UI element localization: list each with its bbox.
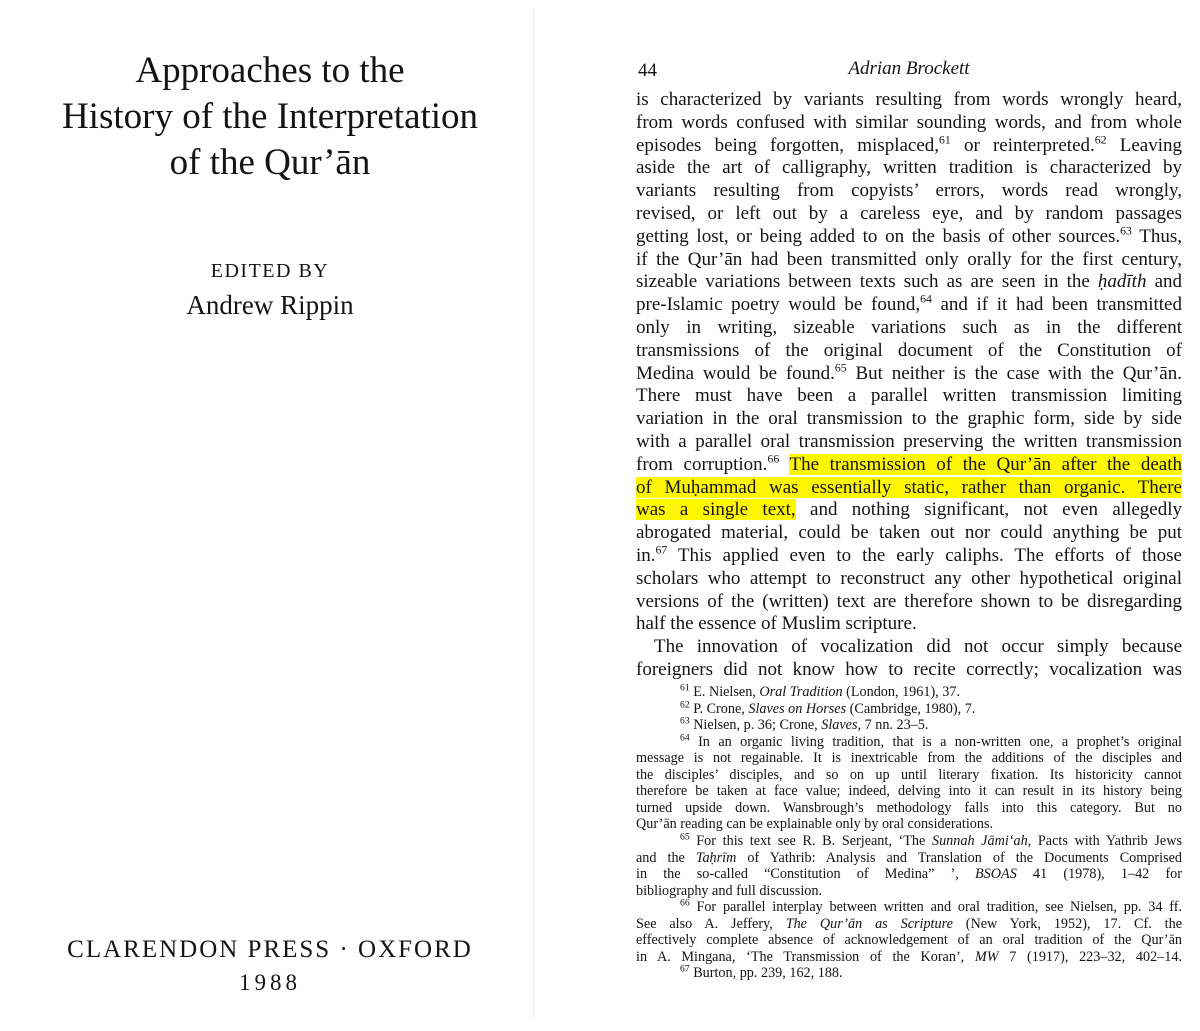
body-line [636,270,1182,294]
footnote-line [636,932,1182,948]
text-run: therefore be taken at face value; indeed, delving into it can result in its history being [636,783,1182,800]
text-run: Slaves [821,717,858,734]
text-run: , Pacts with Yathrib Jews [1027,832,1182,849]
text-run: message is not regainable. It is inextricable from the additions of the disciples and [636,750,1182,767]
text-run: is characterized by variants resulting from words wrongly heard, [636,89,1182,110]
book-title [10,48,530,186]
text-run: from words confused with similar sounding words, and from whole [636,111,1182,133]
text-run [779,454,789,475]
text-run: the disciples’ disciples, and so on up until literary fixation. Its historicity cannot [636,766,1182,783]
text-run: The Qur’ān as Scripture [785,915,953,932]
body-line [636,134,1182,158]
body-line [636,567,1182,591]
book-title-line: Approaches to the [135,50,405,91]
text-run: Nielsen, p. 36; Crone, [689,717,822,734]
text-run: In an organic living tradition, that is a non-written one, a prophet’s original [689,733,1182,750]
body-line [636,384,1182,408]
edited-by-label: EDITED BY [210,260,330,282]
text-run: This applied even to the early caliphs. The efforts of those [667,545,1182,566]
body-line [636,590,1182,614]
footnote-ref: 61 [939,133,951,147]
body-line [636,225,1182,249]
publication-year: 1988 [239,970,301,995]
text-run: pre-Islamic poetry would be found, [636,294,921,316]
footnote-number: 63 [680,715,690,727]
body-line [636,544,1182,568]
footnote-line [636,698,1182,717]
text-run: with a parallel oral transmission preserving the written transmission [636,431,1182,452]
editor-name: Andrew Rippin [186,290,354,320]
footnote-line [636,684,1182,700]
text-run: foreigners did not know how to recite correctly; vocalization was [636,659,1182,680]
text-run: Burton, pp. 239, 162, 188. [689,965,843,982]
text-run: in A. Mingana, ‘The Transmission of the Koran’, [636,948,975,965]
text-run: sizeable variations between texts such as are seen in the [636,271,1098,293]
text-run: There must have been a parallel written transmission limiting [636,385,1182,407]
text-run: For parallel interplay between written and oral tradition, see Nielsen, pp. 34 ff. [689,899,1182,916]
text-run: 7 (1917), 223–32, 402–14. [998,948,1182,965]
text-run: scholars who attempt to reconstruct any other hypothetical original [636,567,1182,589]
text-run: ḥadīth [1097,271,1147,293]
footnote-line [636,965,1182,981]
text-run: (New York, 1952), 17. Cf. the [952,915,1182,932]
body-line [636,476,1182,500]
text-run: if the Qur’ān had been transmitted only orally for the first century, [636,248,1182,270]
text-run: MW [974,948,999,965]
title-page [0,0,540,1031]
body-line [636,156,1182,180]
footnote-number: 62 [680,698,690,710]
text-run: BSOAS [975,866,1017,883]
text-run: (London, 1961), 37. [842,684,961,700]
book-title-line: History of the Interpretation [61,96,479,137]
text-run: See also A. Jeffery, [636,915,786,932]
text-run: revised, or left out by a careless eye, and by random passages [636,203,1182,224]
footnote-line [636,866,1182,882]
text-run: and if it had been transmitted [931,294,1182,316]
text-run: episodes being forgotten, misplaced, [636,134,940,156]
body-line [636,202,1182,226]
body-line [636,88,1182,112]
text-page [636,0,1182,1031]
footnote-line [636,767,1182,783]
footnote-ref: 64 [920,292,932,306]
text-run: Medina would be found. [636,362,835,384]
text-run: Sunnah Jāmi‘ah [931,832,1028,849]
text-run: half the essence of Muslim scripture. [636,613,917,635]
text-run: in the so-called “Constitution of Medina” ’, [636,866,976,883]
text-run: turned upside down. Wansbrough’s methodology falls into this category. But no [636,799,1182,816]
text-run: 41 (1978), 1–42 for [1016,866,1182,883]
footnote-number: 61 [680,682,690,694]
text-run: P. Crone, [689,700,749,717]
text-run: , 7 nn. 23–5. [857,717,929,734]
text-run: Thus, [1131,225,1182,247]
text-run: from corruption. [636,453,768,475]
footnote-line [636,833,1182,849]
text-run: Leaving [1106,134,1182,156]
body-line [636,362,1182,386]
text-run: getting lost, or being added to on the basis of other sources. [636,225,1121,247]
highlighted-text: was a single text, [636,499,796,521]
book-title-line: of the Qur’ān [169,142,371,183]
footnote-line [636,899,1182,915]
body-line [636,521,1182,545]
body-line [636,339,1182,363]
footnote-ref: 67 [655,543,668,557]
text-run: effectively complete absence of acknowledgement of an oral tradition of the Qur’ān [636,932,1182,949]
footnote-line [636,717,1182,733]
footnote-line [636,731,1182,750]
publisher-imprint: CLARENDON PRESS · OXFORD [67,936,473,963]
text-run: and the [636,849,696,866]
text-run: and nothing significant, not even allegedly [795,499,1183,521]
footnote-number: 66 [680,897,690,909]
highlighted-text: of Muḥammad was essentially static, rather than organic. There [636,476,1182,498]
text-run: E. Nielsen, [689,684,760,700]
text-run: Taḥrīm [695,849,737,866]
footnote-line [636,850,1182,866]
footnote-line [636,883,1182,899]
running-head: Adrian Brockett [848,58,970,79]
body-line [636,498,1182,522]
footnote-line [636,949,1182,965]
body-line [636,293,1182,317]
footnote-ref: 66 [767,452,780,466]
text-run: or reinterpreted. [950,134,1095,156]
footnote-line [636,750,1182,766]
page-divider [533,8,534,1018]
footnote-ref: 62 [1094,133,1107,147]
body-line [636,407,1182,431]
footnote-ref: 63 [1120,224,1132,238]
footnote-ref: 65 [834,361,847,375]
text-run: of Yathrib: Analysis and Translation of the Documents Comprised [736,849,1182,866]
body-line [636,430,1182,454]
text-run: (Cambridge, 1980), 7. [846,700,976,717]
text-run: Oral Tradition [759,684,843,700]
body-line [636,635,1182,659]
body-line [636,316,1182,340]
footnote-number: 64 [680,731,690,743]
text-run: For this text see R. B. Serjeant, ‘The [689,832,932,849]
text-run: Qur’ān reading can be explainable only by oral considerations. [636,816,994,833]
body-line [636,179,1182,203]
text-run: aside the art of calligraphy, written tradition is characterized by [636,157,1182,179]
text-run: Slaves on Horses [748,700,847,717]
text-run: variation in the oral transmission to the graphic form, side by side [636,408,1182,430]
text-run: bibliography and full discussion. [636,882,822,899]
page-number: 44 [638,60,657,81]
footnote-line [636,916,1182,932]
body-line [636,111,1182,135]
footnote-number: 67 [680,963,690,975]
text-run: only in writing, sizeable variations such as in the different [636,317,1182,338]
footnote-line [636,783,1182,799]
footnote-line [636,800,1182,816]
text-run: The innovation of vocalization did not occur simply because [654,636,1182,658]
text-run: variants resulting from copyists’ errors, words read wrongly, [636,180,1182,202]
text-run: in. [636,545,656,566]
body-line [636,658,1182,682]
text-run: But neither is the case with the Qur’ān. [846,362,1182,384]
body-line [636,453,1182,477]
text-run: transmissions of the original document of the Constitution of [636,339,1182,361]
text-run: abrogated material, could be taken out nor could anything be put [636,522,1182,544]
footnote-line [636,816,1182,832]
text-run: and [1146,271,1183,293]
text-run: versions of the (written) text are therefore shown to be disregarding [636,590,1182,612]
footnote-number: 65 [680,831,690,843]
body-line [636,248,1182,272]
highlighted-text: The transmission of the Qur’ān after the death [789,453,1182,475]
body-line [636,612,1182,636]
